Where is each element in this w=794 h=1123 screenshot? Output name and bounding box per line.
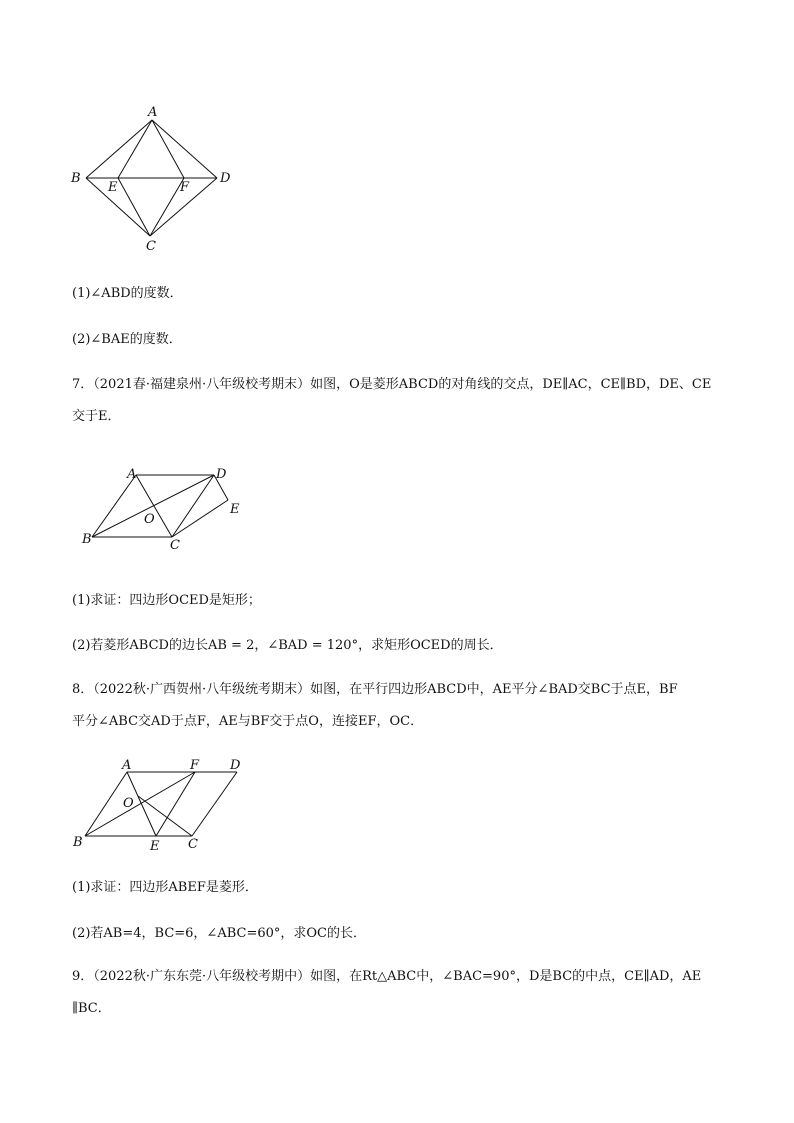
label-D: D [216, 467, 227, 482]
label-F: F [190, 758, 200, 773]
figure-q7 [78, 460, 258, 555]
label-C: C [146, 239, 156, 254]
label-O: O [123, 796, 134, 811]
label-C: C [188, 837, 198, 852]
label-C: C [170, 538, 180, 553]
label-B: B [73, 835, 83, 850]
q6-part1: (1)∠ABD的度数． [72, 286, 183, 301]
figure-rhombus-top [60, 98, 250, 258]
label-A: A [122, 758, 132, 773]
q9-stem-line2: ∥BC． [72, 1001, 111, 1016]
label-O: O [144, 512, 155, 527]
q8-part1: (1)求证：四边形ABEF是菱形． [72, 880, 258, 895]
q6-part2: (2)∠BAE的度数． [72, 332, 182, 347]
label-B: B [71, 171, 81, 186]
label-E: E [150, 839, 160, 854]
q8-stem-line2: 平分∠ABC交AD于点F，AE与BF交于点O，连接EF，OC． [72, 714, 424, 729]
q7-stem-line1: 7．（2021春·福建泉州·八年级校考期末）如图，O是菱形ABCD的对角线的交点，DE∥AC，CE∥BD，DE、CE [72, 377, 712, 392]
figure-q8 [70, 752, 260, 857]
label-A: A [127, 467, 137, 482]
label-A: A [148, 105, 158, 120]
label-F: F [180, 180, 190, 195]
label-E: E [108, 180, 118, 195]
label-E: E [230, 502, 240, 517]
label-B: B [82, 532, 92, 547]
q7-stem-line2: 交于E． [72, 409, 121, 424]
q7-part1: (1)求证：四边形OCED是矩形； [72, 593, 261, 608]
q8-part2: (2)若AB=4，BC=6，∠ABC=60°，求OC的长． [72, 926, 366, 941]
q9-stem-line1: 9．（2022秋·广东东莞·八年级校考期中）如图，在Rt△ABC中，∠BAC=90°，D是BC的中点，CE∥AD，AE [72, 969, 702, 984]
q8-stem-line1: 8．（2022秋·广西贺州·八年级统考期末）如图，在平行四边形ABCD中，AE平分∠BAD交BC于点E，BF [72, 682, 678, 697]
label-D: D [220, 171, 231, 186]
label-D: D [230, 758, 241, 773]
q7-part2: (2)若菱形ABCD的边长AB = 2，∠BAD = 120°，求矩形OCED的周长． [72, 638, 503, 653]
